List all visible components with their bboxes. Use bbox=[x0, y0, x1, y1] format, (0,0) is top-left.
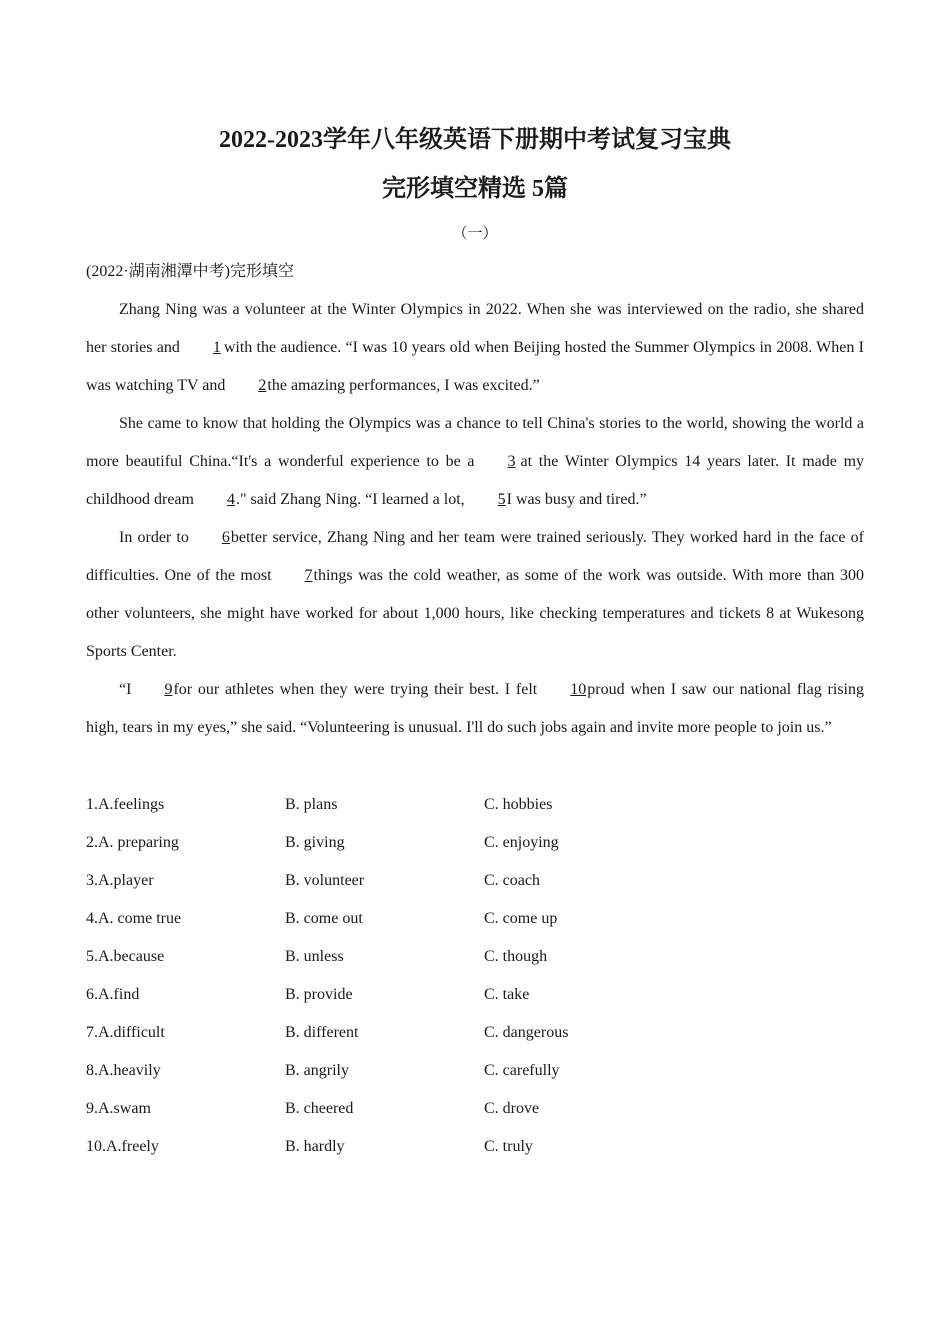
option-a: 8.A.heavily bbox=[86, 1062, 161, 1079]
option-row-3 bbox=[86, 862, 864, 900]
option-row-9 bbox=[86, 1090, 864, 1128]
passage-text: for our athletes when they were trying their best. I felt bbox=[173, 681, 538, 698]
option-c: C. coach bbox=[484, 872, 540, 889]
blank-2: 2 bbox=[258, 377, 267, 394]
option-b: B. come out bbox=[285, 910, 363, 927]
answer-options bbox=[86, 786, 864, 1166]
blank-5: 5 bbox=[497, 491, 506, 508]
option-row-2 bbox=[86, 824, 864, 862]
option-row-10 bbox=[86, 1128, 864, 1166]
option-c: C. drove bbox=[484, 1100, 540, 1117]
document-subtitle: 完形填空精选 5篇 bbox=[382, 176, 568, 202]
option-a: 7.A.difficult bbox=[86, 1024, 165, 1041]
passage-text: proud when I saw our national flag rising high, tears in my eyes,” she said. “Volunteering is unusual. I'll do such jobs again and invite more people to join us.” bbox=[86, 681, 864, 736]
option-b: B. giving bbox=[285, 834, 345, 851]
passage-text: Zhang Ning was a volunteer at the Winter Olympics in 2022. When she was interviewed on the radio, she shared her stories and bbox=[86, 301, 864, 356]
passage-text: “I bbox=[119, 681, 132, 698]
paragraph-3 bbox=[86, 519, 864, 671]
option-c: C. hobbies bbox=[484, 796, 553, 813]
blank-4: 4 bbox=[226, 491, 235, 508]
cloze-passage bbox=[86, 291, 864, 747]
document-title: 2022-2023学年八年级英语下册期中考试复习宝典 bbox=[219, 127, 731, 153]
blank-1: 1 bbox=[212, 339, 221, 356]
option-a: 10.A.freely bbox=[86, 1138, 159, 1155]
option-c: C. though bbox=[484, 948, 548, 965]
passage-text: the amazing performances, I was excited.” bbox=[267, 377, 540, 394]
option-a: 4.A. come true bbox=[86, 910, 182, 927]
passage-text: I was busy and tired.” bbox=[506, 491, 647, 508]
passage-text: better service, Zhang Ning and her team were trained seriously. They worked hard in the face of difficulties. One of the most bbox=[86, 529, 865, 584]
section-number: （一） bbox=[452, 226, 498, 242]
paragraph-1 bbox=[86, 291, 864, 405]
option-c: C. enjoying bbox=[484, 834, 559, 851]
option-row-8 bbox=[86, 1052, 864, 1090]
option-c: C. come up bbox=[484, 910, 558, 927]
option-a: 1.A.feelings bbox=[86, 796, 165, 813]
question-source: (2022·湖南湘潭中考)完形填空 bbox=[86, 263, 294, 280]
option-c: C. dangerous bbox=[484, 1024, 569, 1041]
option-b: B. volunteer bbox=[285, 872, 365, 889]
option-b: B. unless bbox=[285, 948, 344, 965]
passage-text: ." said Zhang Ning. “I learned a lot, bbox=[235, 491, 465, 508]
option-b: B. cheered bbox=[285, 1100, 354, 1117]
option-c: C. truly bbox=[484, 1138, 533, 1155]
passage-text: In order to bbox=[119, 529, 189, 546]
option-b: B. hardly bbox=[285, 1138, 345, 1155]
option-a: 6.A.find bbox=[86, 986, 140, 1003]
option-row-7 bbox=[86, 1014, 864, 1052]
passage-text: She came to know that holding the Olympics was a chance to tell China's stories to the world, showing the world a more beautiful China.“It's a wonderful experience to be a bbox=[86, 415, 864, 470]
blank-10: 10 bbox=[570, 681, 587, 698]
option-row-6 bbox=[86, 976, 864, 1014]
option-c: C. carefully bbox=[484, 1062, 560, 1079]
option-a: 9.A.swam bbox=[86, 1100, 151, 1117]
paragraph-2 bbox=[86, 405, 864, 519]
passage-text: at the Winter Olympics 14 years later. It made my childhood dream bbox=[86, 453, 865, 508]
passage-text: things was the cold weather, as some of the work was outside. With more than 300 other volunteers, she might have worked for about 1,000 hours, like checking temperatures and tickets 8 at Wukesong Sports Center. bbox=[86, 567, 865, 660]
blank-3: 3 bbox=[507, 453, 516, 470]
option-b: B. plans bbox=[285, 796, 338, 813]
option-row-1 bbox=[86, 786, 864, 824]
option-b: B. angrily bbox=[285, 1062, 349, 1079]
blank-9: 9 bbox=[164, 681, 173, 698]
blank-6: 6 bbox=[221, 529, 230, 546]
option-row-5 bbox=[86, 938, 864, 976]
option-b: B. different bbox=[285, 1024, 359, 1041]
option-c: C. take bbox=[484, 986, 530, 1003]
option-b: B. provide bbox=[285, 986, 353, 1003]
option-a: 3.A.player bbox=[86, 872, 154, 889]
blank-7: 7 bbox=[304, 567, 313, 584]
passage-text: with the audience. “I was 10 years old when Beijing hosted the Summer Olympics in 2008. When I was watching TV and bbox=[86, 339, 864, 394]
option-a: 2.A. preparing bbox=[86, 834, 179, 851]
option-row-4 bbox=[86, 900, 864, 938]
option-a: 5.A.because bbox=[86, 948, 165, 965]
paragraph-4 bbox=[86, 671, 864, 747]
